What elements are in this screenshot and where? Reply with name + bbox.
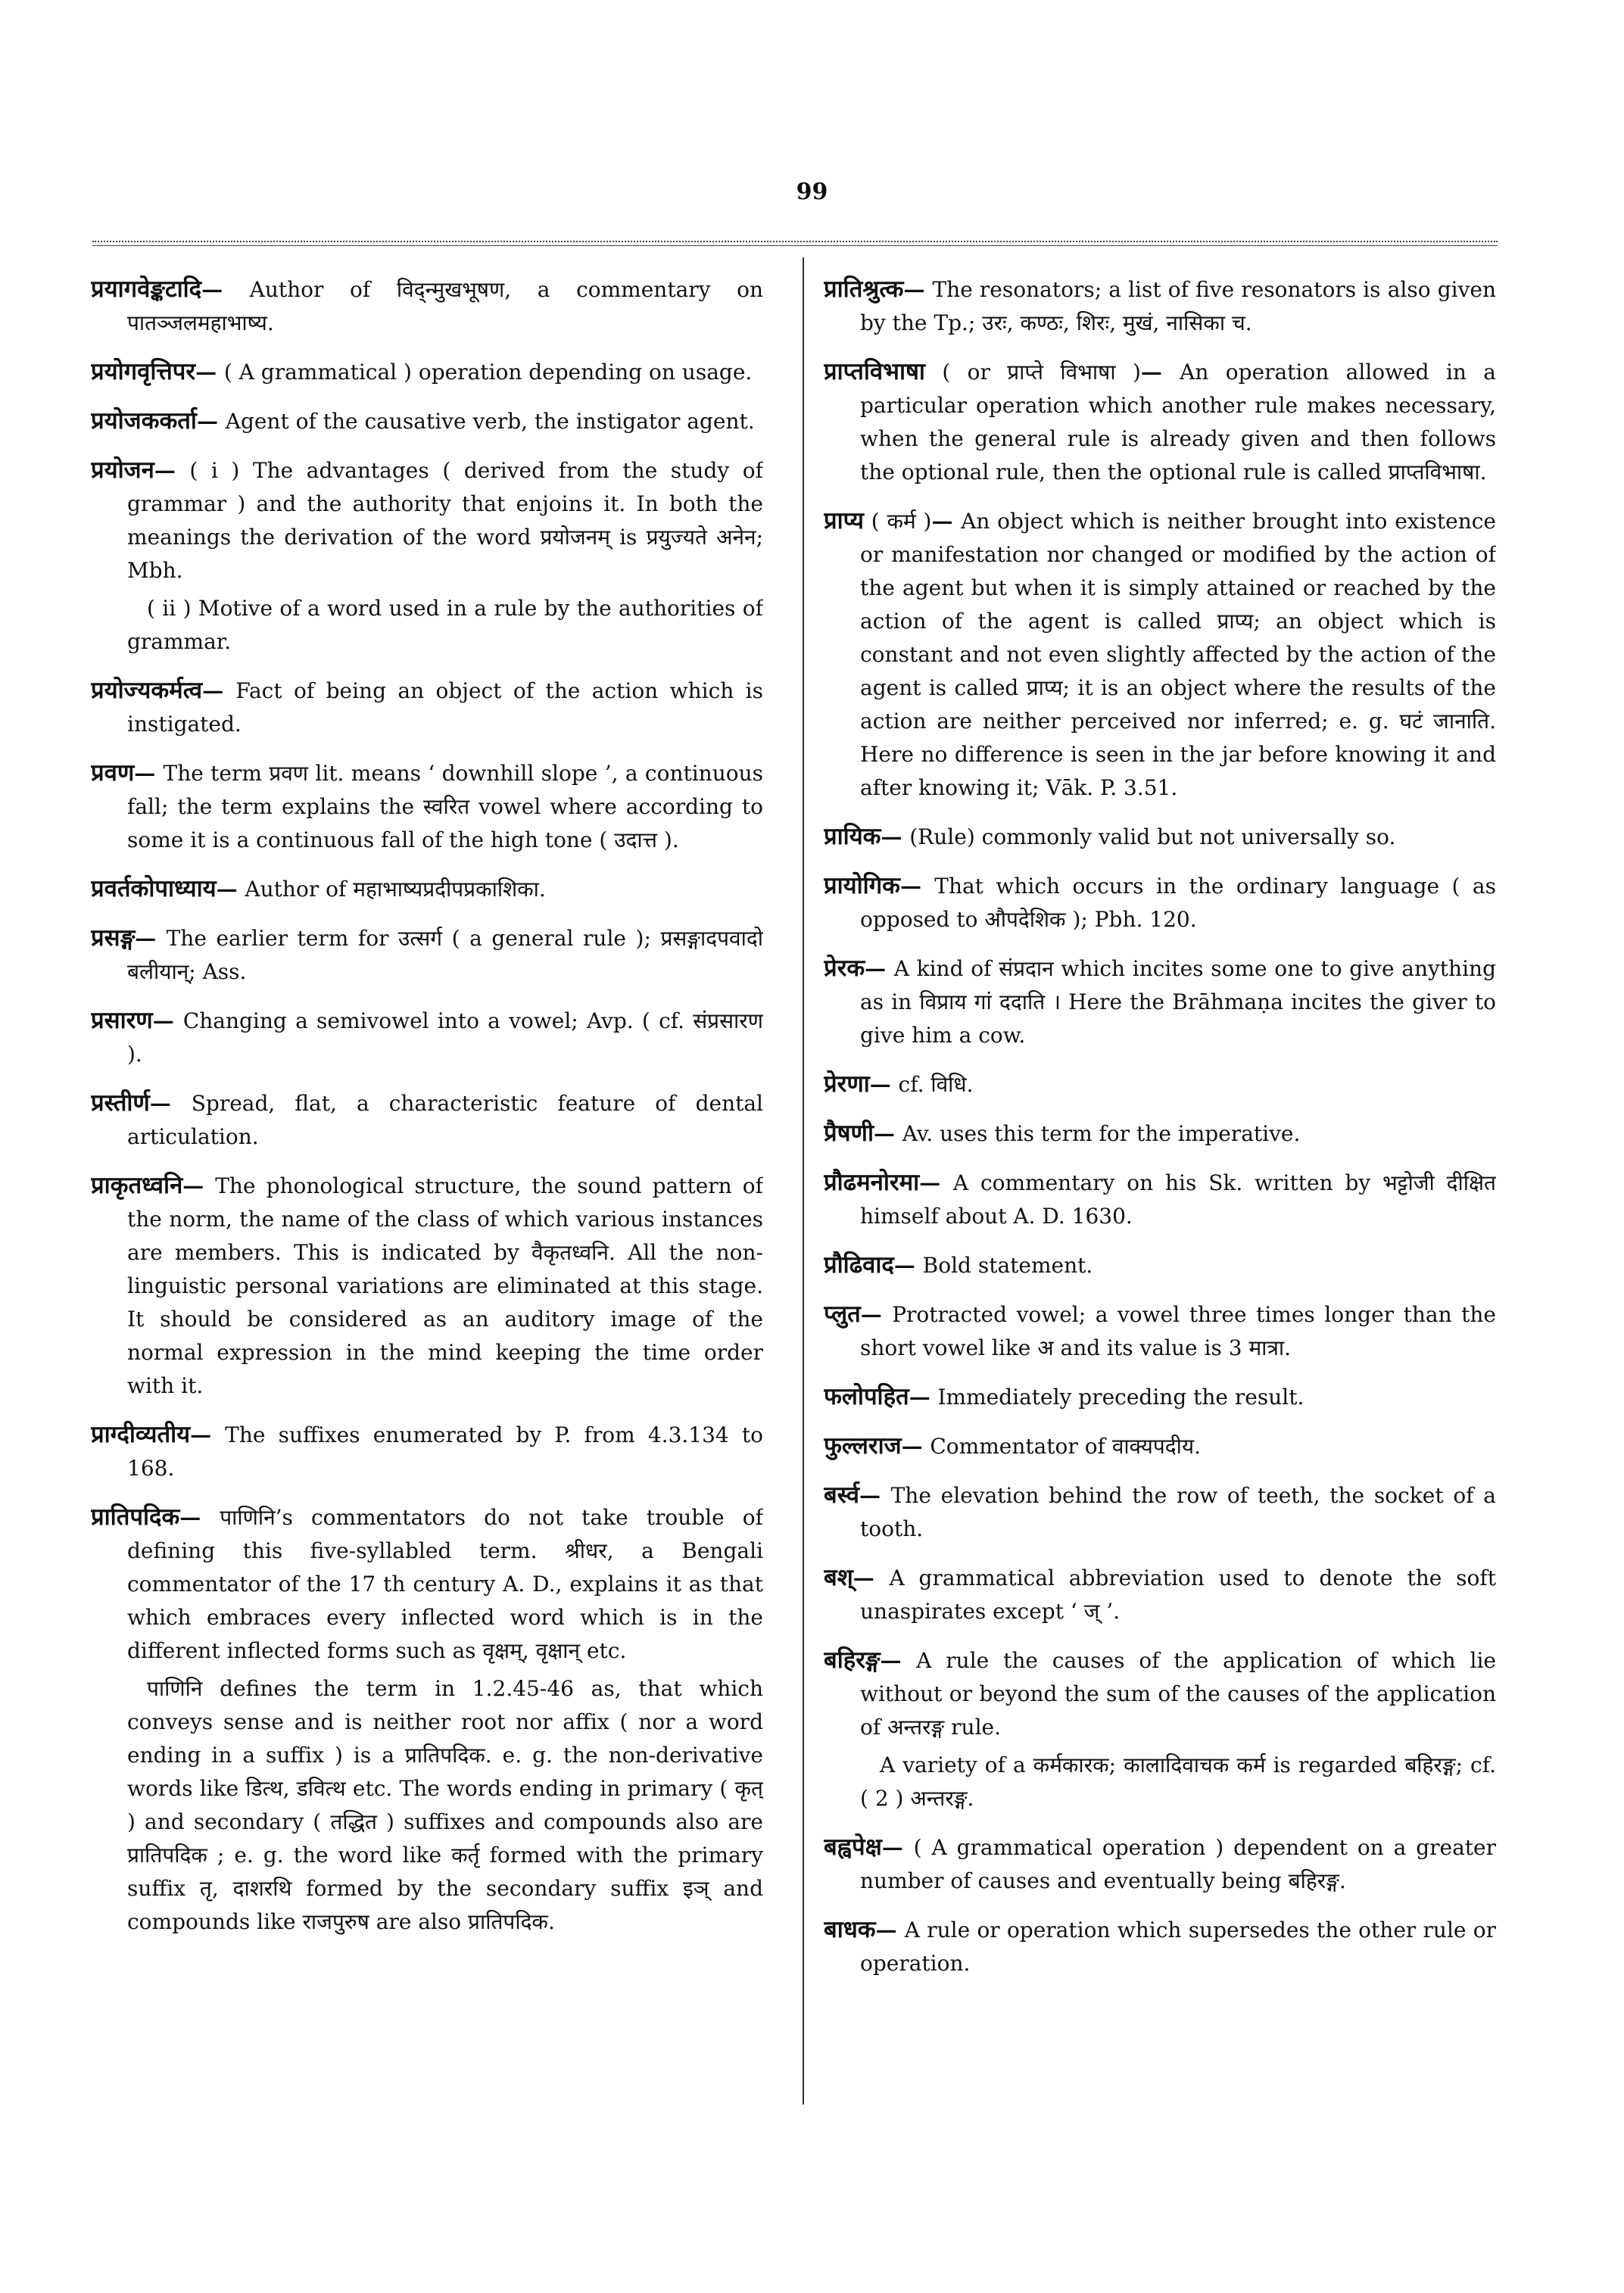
entry-definition: The earlier term for उत्सर्ग ( a general rule ); प्रसङ्गादपवादो बलीयान्; Ass. xyxy=(127,926,763,984)
entry-dash: — xyxy=(919,1170,953,1195)
entry-dash: — xyxy=(869,1072,899,1097)
entry-headword: प्रयोज्यकर्मत्व xyxy=(91,677,203,704)
entry-definition: An object which is neither brought into existence or manifestation nor changed or modified by the action of the agent but when it is simply attained or reached by the action of the agent is called प्राप्य; an object which is constant and not even slightly affected by the action of the agent is called प्राप्य; it is an object where the results of the action are neither perceived nor inferred; e. g. घटं जानाति. Here no difference is seen in the jar before knowing it and after knowing it; Vāk. P. 3.51. xyxy=(860,509,1496,800)
entry-dash: — xyxy=(893,1253,923,1278)
entry-dash: — xyxy=(195,360,224,385)
entry-dash: — xyxy=(901,1434,930,1459)
entry-dash: — xyxy=(899,874,935,899)
entry-dash: — xyxy=(880,1648,917,1673)
entry-definition: The resonators; a list of five resonators is also given by the Tp.; उरः, कण्ठः, शिरः, मुखं, नासिका च. xyxy=(860,277,1496,335)
right-column xyxy=(824,273,1496,2241)
entry-dash: — xyxy=(881,824,910,849)
entry-headword: प्रैषणी xyxy=(824,1120,874,1147)
entry-dash: — xyxy=(201,277,250,302)
dictionary-entry xyxy=(824,1561,1496,1628)
entry-headword: प्रायोगिक xyxy=(824,872,900,899)
dictionary-entry xyxy=(824,1248,1496,1282)
entry-headword: प्रयागवेङ्कटादि xyxy=(91,276,202,303)
dictionary-entry xyxy=(91,1169,763,1403)
entry-dash: — xyxy=(903,277,933,302)
entry-definition: A grammatical abbreviation used to denote the soft unaspirates except ‘ ज् ’. xyxy=(860,1566,1496,1624)
entry-qualifier: ( कर्म ) xyxy=(871,509,932,534)
entry-definition: Protracted vowel; a vowel three times longer than the short vowel like अ and its value is 3 मात्रा. xyxy=(860,1302,1496,1360)
dictionary-entry xyxy=(91,674,763,741)
entry-definition: Commentator of वाक्यपदीय. xyxy=(930,1434,1202,1459)
entry-definition: An operation allowed in a particular operation which another rule makes necessary, when the general rule is already given and then follows the optional rule, then the optional rule is called प्राप्तविभाषा. xyxy=(860,360,1496,484)
entry-headword: प्राग्दीव्यतीय xyxy=(91,1421,191,1448)
entry-dash: — xyxy=(853,1566,890,1590)
entry-definition: The suffixes enumerated by P. from 4.3.134 to 168. xyxy=(127,1422,763,1481)
entry-dash: — xyxy=(865,956,894,981)
dictionary-entry xyxy=(824,1643,1496,1744)
entry-dash: — xyxy=(179,1505,220,1530)
entry-headword: प्रौढमनोरमा xyxy=(824,1169,920,1196)
dictionary-entry xyxy=(91,1500,763,1668)
entry-headword: बर्स्व xyxy=(824,1481,859,1509)
entry-headword: प्रवर्तकोपाध्याय xyxy=(91,875,217,902)
entry-headword: बह्वपेक्ष xyxy=(824,1833,882,1861)
entry-definition: Agent of the causative verb, the instigator agent. xyxy=(225,409,755,434)
dictionary-entry xyxy=(91,1086,763,1154)
entry-headword: प्रायिक xyxy=(824,823,881,850)
entry-dash: — xyxy=(875,1918,905,1943)
left-column xyxy=(91,273,763,2241)
entry-definition: पाणिनि’s commentators do not take trouble of defining this five-syllabled term. श्रीधर, a Bengali commentator of the 17 th century A. D., explains it as that which embraces every inflected word which is in the different inflected forms such as वृक्षम्, वृक्षान् etc. xyxy=(127,1505,763,1663)
page-number: 99 xyxy=(796,179,828,205)
entry-subsense: पाणिनि defines the term in 1.2.45-46 as, that which conveys sense and is neither root nor affix ( nor a word ending in a suffix ) is a प्रातिपदिक. e. g. the non-derivative words like डित्थ, डवित्थ etc. The words ending in primary ( कृत् ) and secondary ( तद्धित ) suffixes and compounds also are प्रातिपदिक ; e. g. the word like कर्तृ formed with the primary suffix तृ, दाशरथि formed by the secondary suffix इञ् and compounds like राजपुरुष are also प्रातिपदिक. xyxy=(127,1676,763,1934)
dictionary-entry xyxy=(824,1913,1496,1980)
entry-dash: — xyxy=(202,678,236,703)
entry-headword: प्रातिश्रुत्क xyxy=(824,276,904,303)
entry-dash: — xyxy=(860,1302,893,1327)
entry-headword: प्रेरक xyxy=(824,955,865,982)
entry-definition: Author of महाभाष्यप्रदीपप्रकाशिका. xyxy=(245,877,546,902)
entry-headword: बाधक xyxy=(824,1916,876,1943)
entry-definition: The phonological structure, the sound pattern of the norm, the name of the class of which various instances are members. This is indicated by वैकृतध्वनि. All the non-linguistic personal variations are eliminated at this stage. It should be considered as an auditory image of the normal expression in the mind keeping the time order with it. xyxy=(127,1173,763,1398)
dictionary-entry xyxy=(824,273,1496,340)
entry-dash: — xyxy=(1140,360,1180,385)
entry-definition: Changing a semivowel into a vowel; Avp. ( cf. संप्रसारण ). xyxy=(127,1008,763,1067)
entry-headword: फलोपहित xyxy=(824,1383,909,1410)
entry-headword: प्रेरणा xyxy=(824,1070,870,1098)
entry-definition: ( i ) The advantages ( derived from the study of grammar ) and the authority that enjoins it. In both the meanings the derivation of the word प्रयोजनम् is प्रयुज्यते अनेन; Mbh. xyxy=(127,458,763,583)
entry-definition: That which occurs in the ordinary language ( as opposed to औपदेशिक ); Pbh. 120. xyxy=(860,874,1496,932)
entry-dash: — xyxy=(190,1422,226,1447)
dictionary-entry xyxy=(91,273,763,340)
dictionary-entry xyxy=(824,1429,1496,1463)
entry-headword: प्रौढिवाद xyxy=(824,1251,894,1279)
dictionary-entry xyxy=(824,1830,1496,1898)
entry-definition: The elevation behind the row of teeth, the socket of a tooth. xyxy=(860,1483,1496,1541)
entry-headword: बहिरङ्ग xyxy=(824,1647,881,1674)
dictionary-entry xyxy=(824,1067,1496,1101)
entry-definition: A kind of संप्रदान which incites some one to give anything as in विप्राय गां ददाति । Here the Brāhmaṇa incites the giver to give him a cow. xyxy=(860,956,1496,1048)
entry-headword: प्लुत xyxy=(824,1301,861,1328)
entry-dash: — xyxy=(154,458,190,483)
entry-dash: — xyxy=(135,926,167,951)
entry-definition: Av. uses this term for the imperative. xyxy=(902,1121,1301,1146)
entry-headword: प्रवण xyxy=(91,759,135,787)
entry-subsense: A variety of a कर्मकारक; कालादिवाचक कर्म is regarded बहिरङ्ग; cf. ( 2 ) अन्तरङ्ग. xyxy=(860,1752,1496,1811)
dictionary-entry xyxy=(824,355,1496,489)
entry-headword: प्राप्य xyxy=(824,507,864,534)
entry-definition: Author of विद्न्मुखभूषण, a commentary on पातञ्जलमहाभाष्य. xyxy=(127,277,763,335)
entry-headword: प्राकृतध्वनि xyxy=(91,1172,183,1199)
entry-headword: प्राप्तविभाषा xyxy=(824,358,925,385)
dictionary-entry xyxy=(824,1166,1496,1233)
dictionary-entry xyxy=(824,1380,1496,1414)
dictionary-entry xyxy=(91,404,763,438)
dictionary-entry xyxy=(91,453,763,587)
entry-dash: — xyxy=(909,1385,938,1410)
entry-definition: cf. विधि. xyxy=(898,1072,974,1097)
dictionary-entry xyxy=(824,820,1496,854)
dictionary-entry xyxy=(824,1478,1496,1546)
entry-dash: — xyxy=(196,409,226,434)
entry-dash: — xyxy=(182,1173,216,1198)
entry-definition: Immediately preceding the result. xyxy=(937,1385,1304,1410)
entry-dash: — xyxy=(931,509,962,534)
entry-headword: फुल्लराज xyxy=(824,1432,902,1460)
entry-dash: — xyxy=(859,1483,891,1508)
column-divider xyxy=(803,257,804,2105)
entry-definition: Spread, flat, a characteristic feature of dental articulation. xyxy=(127,1091,763,1149)
entry-headword: प्रसारण xyxy=(91,1007,153,1034)
dictionary-entry xyxy=(91,756,763,857)
entry-definition: The term प्रवण lit. means ‘ downhill slope ’, a continuous fall; the term explains the स्वरित vowel where according to some it is a continuous fall of the high tone ( उदात्त ). xyxy=(127,761,763,852)
entry-definition: A commentary on his Sk. written by भट्टोजी दीक्षित himself about A. D. 1630. xyxy=(860,1170,1496,1229)
entry-headword: प्रयोजककर्ता xyxy=(91,407,197,435)
entry-headword: प्रसङ्ग xyxy=(91,924,136,952)
dictionary-entry xyxy=(91,921,763,989)
entry-dash: — xyxy=(881,1835,914,1860)
dictionary-entry xyxy=(824,1117,1496,1151)
entry-definition: ( A grammatical ) operation depending on usage. xyxy=(223,360,753,385)
dictionary-entry xyxy=(824,1298,1496,1365)
dictionary-entry xyxy=(91,1004,763,1071)
entry-headword: प्रयोजन xyxy=(91,456,154,484)
dictionary-entry xyxy=(91,355,763,389)
dictionary-entry xyxy=(824,952,1496,1052)
entry-definition: Bold statement. xyxy=(922,1253,1093,1278)
dictionary-entry xyxy=(824,504,1496,805)
entry-dash: — xyxy=(149,1091,192,1116)
entry-headword: प्रस्तीर्ण xyxy=(91,1089,150,1117)
entry-dash: — xyxy=(216,877,245,902)
header-rule xyxy=(92,241,1498,246)
entry-headword: बश् xyxy=(824,1564,853,1591)
entry-definition: A rule the causes of the application of which lie without or beyond the sum of the causes of the application of अन्तरङ्ग rule. xyxy=(860,1648,1496,1740)
entry-definition: (Rule) commonly valid but not universally so. xyxy=(909,824,1396,849)
entry-dash: — xyxy=(134,761,164,786)
entry-definition: Fact of being an object of the action which is instigated. xyxy=(127,678,763,737)
entry-dash: — xyxy=(152,1008,183,1033)
dictionary-entry xyxy=(91,872,763,906)
entry-definition: A rule or operation which supersedes the other rule or operation. xyxy=(860,1918,1496,1976)
entry-dash: — xyxy=(874,1121,902,1146)
entry-headword: प्रातिपदिक xyxy=(91,1503,180,1531)
dictionary-entry xyxy=(824,869,1496,936)
entry-definition: ( A grammatical operation ) dependent on a greater number of causes and eventually being बहिरङ्ग. xyxy=(860,1835,1496,1893)
entry-headword: प्रयोगवृत्तिपर xyxy=(91,358,196,385)
entry-qualifier: ( or प्राप्ते विभाषा ) xyxy=(942,360,1141,385)
dictionary-entry xyxy=(91,1418,763,1485)
entry-subsense: ( ii ) Motive of a word used in a rule by the authorities of grammar. xyxy=(127,596,763,654)
